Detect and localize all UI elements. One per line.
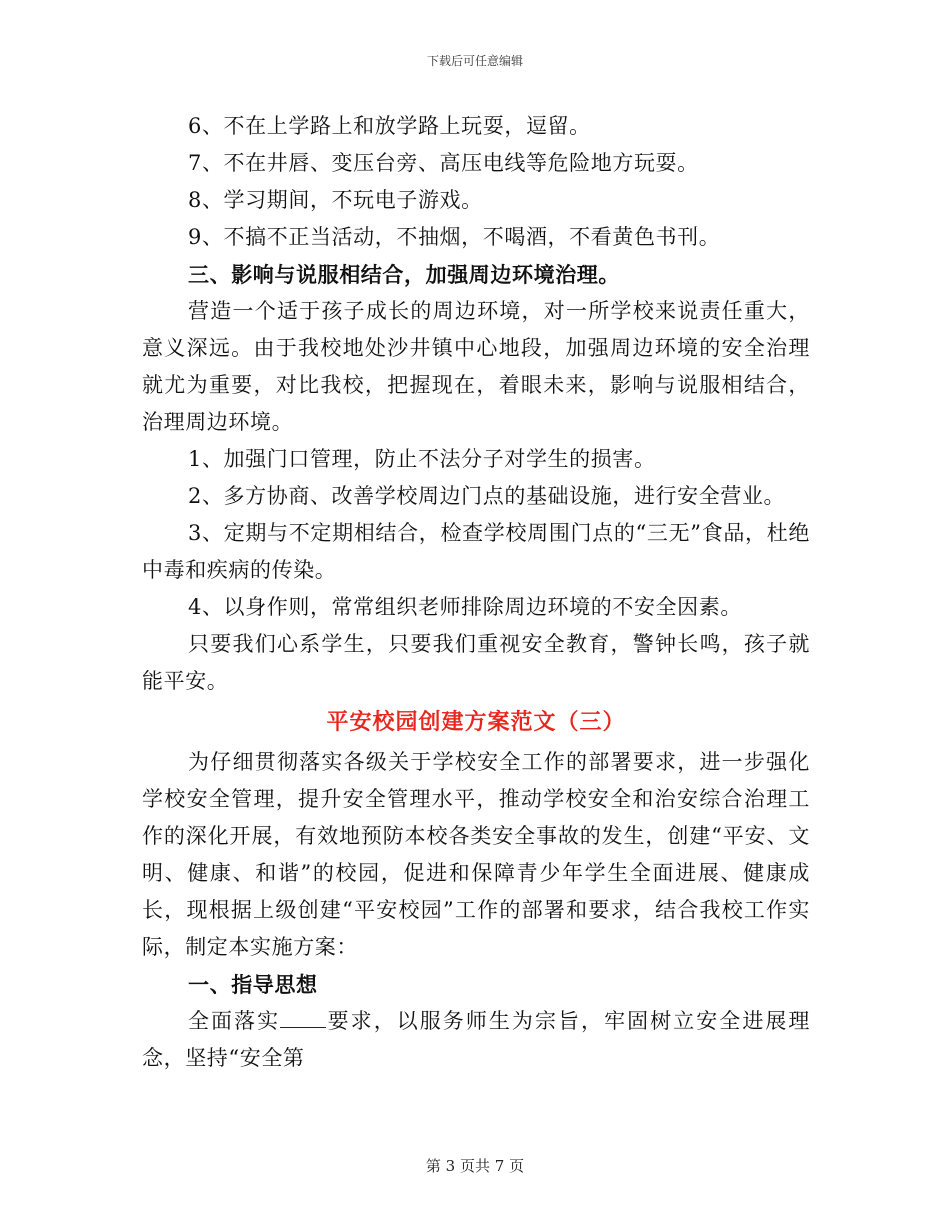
paragraph: 只要我们心系学生，只要我们重视安全教育，警钟长鸣，孩子就能平安。 (142, 632, 810, 693)
page-header: 下载后可任意编辑 (426, 54, 523, 68)
paragraph: 3、定期与不定期相结合，检查学校周围门点的“三无”食品，杜绝中毒和疾病的传染。 (142, 521, 810, 582)
paragraph-text-after-blank: 要求，以服务师生为宗旨，牢固树立安全进展理念，坚持“安全第 (142, 1009, 810, 1070)
paragraph: 7、不在井唇、变压台旁、高压电线等危险地方玩耍。 (188, 151, 699, 175)
paragraph: 营造一个适于孩子成长的周边环境，对一所学校来说责任重大，意义深远。由于我校地处沙井镇中心地段，加强周边环境的安全治理就尤为重要，对比我校，把握现在，着眼未来，影响与说服相结合，治理周边环境。 (142, 299, 810, 434)
paragraph-group-bottom (142, 744, 810, 1003)
paragraph-guiding (142, 1003, 810, 1077)
paragraph-group-top (142, 108, 810, 700)
paragraph: 4、以身作则，常常组织老师排除周边环境的不安全因素。 (188, 595, 742, 619)
section-title: 平安校园创建方案范文（三） (326, 709, 626, 735)
paragraph: 8、学习期间，不玩电子游戏。 (188, 188, 483, 212)
page-footer: 第 3 页共 7 页 (425, 1157, 525, 1175)
document-body (142, 108, 810, 1077)
paragraph: 2、多方协商、改善学校周边门点的基础设施，进行安全营业。 (188, 484, 786, 508)
section-heading: 三、影响与说服相结合，加强周边环境治理。 (188, 262, 620, 287)
paragraph: 6、不在上学路上和放学路上玩耍，逗留。 (188, 114, 591, 138)
paragraph: 为仔细贯彻落实各级关于学校安全工作的部署要求，进一步强化学校安全管理，提升安全管理水平，推动学校安全和治安综合治理工作的深化开展，有效地预防本校各类安全事故的发生，创建“平安、文明、健康、和谐”的校园，促进和保障青少年学生全面进展、健康成长，现根据上级创建“平安校园”工作的部署和要求，结合我校工作实际，制定本实施方案： (142, 750, 810, 959)
section-heading: 一、指导思想 (188, 972, 318, 997)
blank-underline (280, 1009, 326, 1028)
paragraph: 9、不搞不正当活动，不抽烟，不喝酒，不看黄色书刊。 (188, 225, 721, 249)
paragraph-text-before-blank: 全面落实 (188, 1009, 281, 1033)
paragraph: 1、加强门口管理，防止不法分子对学生的损害。 (188, 447, 656, 471)
